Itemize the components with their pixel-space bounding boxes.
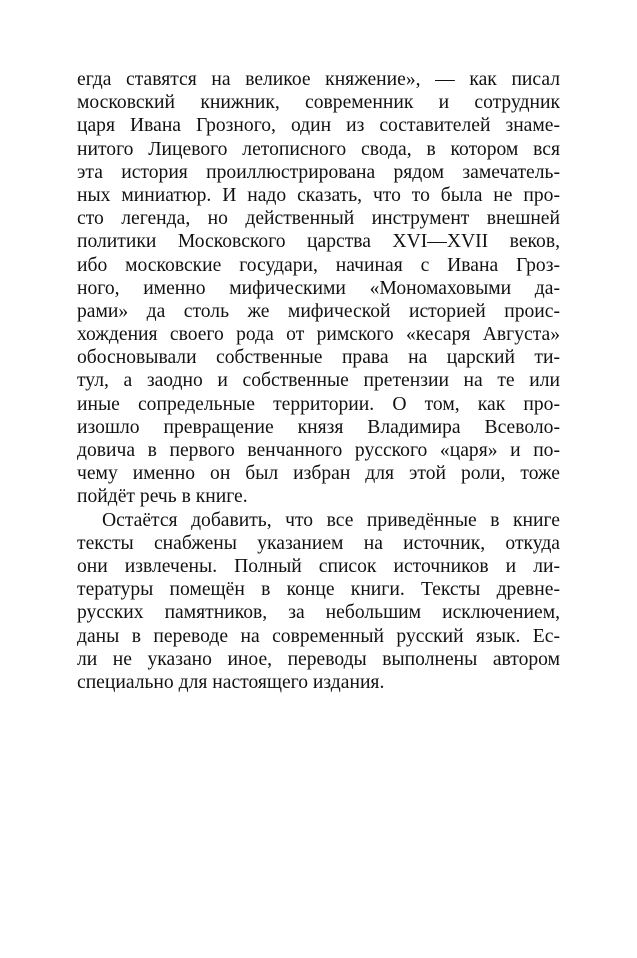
text-line: московский книжник, современник и сотрудник	[77, 92, 560, 114]
text-line: ных миниатюр. И надо сказать, что то была не про-	[77, 184, 560, 206]
text-line: рами» да столь же мифической историей проис-	[77, 300, 560, 322]
paragraph-1	[77, 68, 560, 509]
text-line: они извлечены. Полный список источников и ли-	[77, 555, 560, 577]
text-line: довича в первого венчанного русского «царя» и по-	[77, 440, 560, 461]
text-line: тексты снабжены указанием на источник, откуда	[77, 532, 560, 554]
text-line: политики Московского царства XVI—XVII веков,	[77, 231, 560, 253]
text-line: егда ставятся на великое княжение», — как писал	[77, 69, 560, 90]
text-line: Остаётся добавить, что все приведённые в книге	[102, 509, 560, 531]
text-line: иные сопредельные территории. О том, как про-	[77, 393, 560, 415]
paragraph-2	[77, 509, 560, 695]
text-line: изошло превращение князя Владимира Всеволо-	[77, 416, 560, 438]
text-line: нитого Лицевого летописного свода, в котором вся	[77, 138, 560, 160]
text-line: тературы помещён в конце книги. Тексты древне-	[77, 579, 560, 601]
text-line: хождения своего рода от римского «кесаря Августа»	[77, 324, 560, 346]
text-line: обосновывали собственные права на царский ти-	[77, 347, 560, 369]
text-line: даны в переводе на современный русский язык. Ес-	[77, 625, 560, 647]
text-line: эта история проиллюстрирована рядом замечатель-	[77, 161, 560, 183]
text-line: сто легенда, но действенный инструмент внешней	[77, 208, 560, 230]
body-text	[77, 68, 560, 694]
text-line: пойдёт речь в книге.	[77, 486, 248, 508]
text-line: царя Ивана Грозного, один из составителей знаме-	[77, 115, 560, 137]
text-line: ибо московские государи, начиная с Ивана Гроз-	[77, 254, 560, 276]
text-line: тул, а заодно и собственные претензии на те или	[77, 370, 560, 392]
text-line: ли не указано иное, переводы выполнены автором	[77, 648, 560, 670]
text-line: русских памятников, за небольшим исключением,	[77, 602, 560, 624]
text-line: ного, именно мифическими «Мономаховыми да-	[77, 277, 560, 299]
text-line: чему именно он был избран для этой роли, тоже	[77, 463, 560, 485]
text-line: специально для настоящего издания.	[77, 671, 385, 693]
